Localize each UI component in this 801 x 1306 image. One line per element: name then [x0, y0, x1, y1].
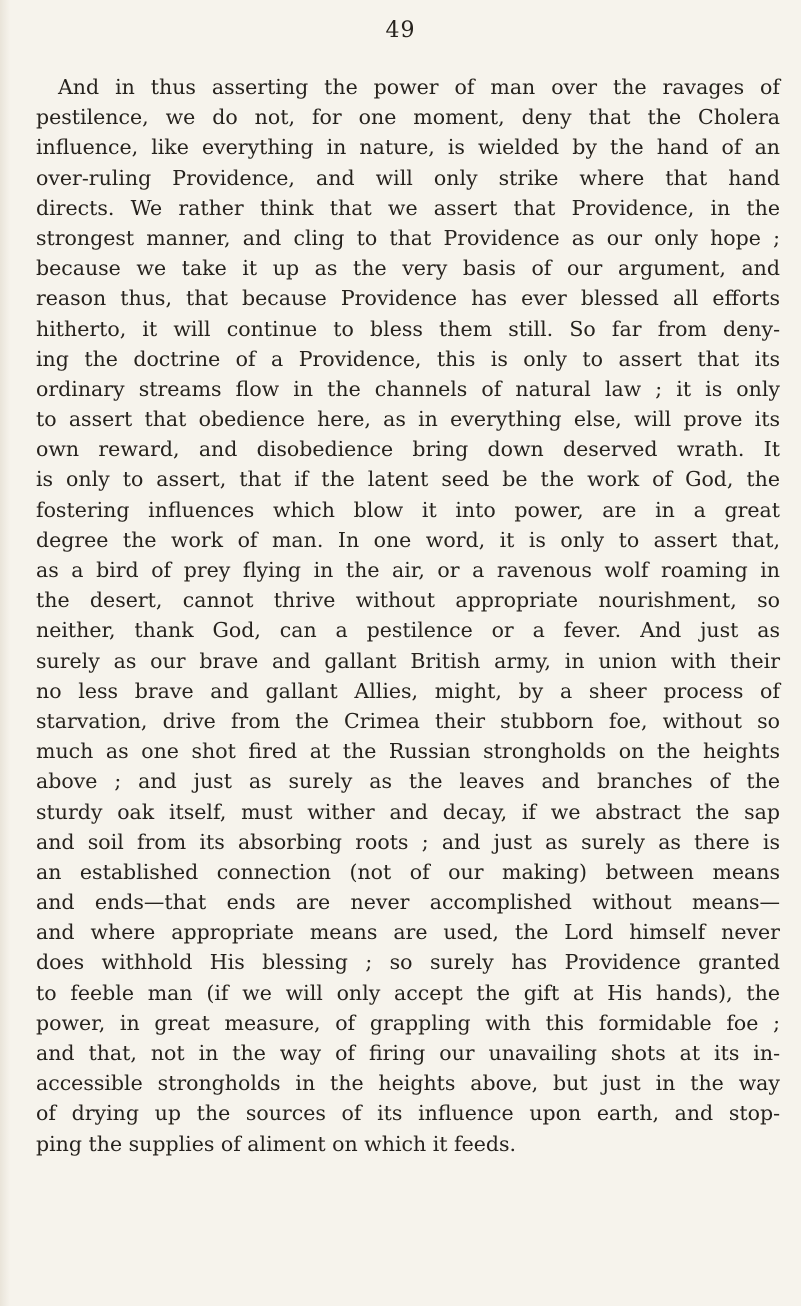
- text-line: ordinary streams flow in the channels of natural law ; it is only: [36, 376, 780, 401]
- text-line: directs. We rather think that we assert that Providence, in the: [36, 195, 780, 220]
- text-line: surely as our brave and gallant British army, in union with their: [36, 648, 780, 673]
- text-line: over-ruling Providence, and will only strike where that hand: [36, 165, 780, 190]
- text-line: starvation, drive from the Crimea their stubborn foe, without so: [36, 708, 780, 733]
- text-line: is only to assert, that if the latent seed be the work of God, the: [36, 467, 780, 492]
- text-line: ping the supplies of aliment on which it feeds.: [36, 1131, 517, 1156]
- text-line: own reward, and disobedience bring down deserved wrath. It: [36, 437, 780, 462]
- text-line: and where appropriate means are used, the Lord himself never: [36, 920, 780, 945]
- body-paragraph: [36, 72, 780, 1159]
- text-line: degree the work of man. In one word, it is only to assert that,: [36, 527, 780, 552]
- text-line: influence, like everything in nature, is wielded by the hand of an: [36, 135, 780, 160]
- text-line: above ; and just as surely as the leaves and branches of the: [36, 769, 780, 794]
- text-line: neither, thank God, can a pestilence or a fever. And just as: [36, 618, 780, 643]
- text-line: reason thus, that because Providence has ever blessed all efforts: [36, 286, 780, 311]
- text-line: no less brave and gallant Allies, might, by a sheer process of: [36, 678, 780, 703]
- page-number: 49: [385, 18, 416, 43]
- text-line: to assert that obedience here, as in everything else, will prove its: [36, 407, 780, 432]
- text-line: because we take it up as the very basis of our argument, and: [36, 256, 780, 281]
- text-line: of drying up the sources of its influence upon earth, and stop-: [36, 1101, 780, 1126]
- text-line: as a bird of prey flying in the air, or a ravenous wolf roaming in: [36, 558, 780, 582]
- text-line: much as one shot fired at the Russian strongholds on the heights: [36, 739, 780, 764]
- text-line: does withhold His blessing ; so surely has Providence granted: [36, 950, 780, 975]
- text-line: pestilence, we do not, for one moment, deny that the Cholera: [36, 105, 780, 130]
- text-line: strongest manner, and cling to that Providence as our only hope ;: [36, 225, 780, 250]
- text-line: and that, not in the way of firing our unavailing shots at its in-: [36, 1041, 780, 1065]
- text-line: and soil from its absorbing roots ; and just as surely as there is: [36, 829, 780, 854]
- text-line: to feeble man (if we will only accept the gift at His hands), the: [36, 980, 780, 1005]
- page-edge-shadow: [0, 0, 10, 1306]
- text-line: an established connection (not of our making) between means: [36, 859, 780, 884]
- text-line: and ends—that ends are never accomplished without means—: [36, 890, 780, 915]
- text-line: hitherto, it will continue to bless them still. So far from deny-: [36, 316, 780, 341]
- text-line: And in thus asserting the power of man over the ravages of: [58, 75, 780, 99]
- text-line: accessible strongholds in the heights above, but just in the way: [36, 1071, 780, 1096]
- text-line: ing the doctrine of a Providence, this is only to assert that its: [36, 346, 780, 371]
- text-line: power, in great measure, of grappling with this formidable foe ;: [36, 1010, 780, 1035]
- text-line: fostering influences which blow it into power, are in a great: [36, 497, 780, 522]
- text-line: the desert, cannot thrive without appropriate nourishment, so: [36, 588, 780, 613]
- text-line: sturdy oak itself, must wither and decay, if we abstract the sap: [36, 799, 780, 824]
